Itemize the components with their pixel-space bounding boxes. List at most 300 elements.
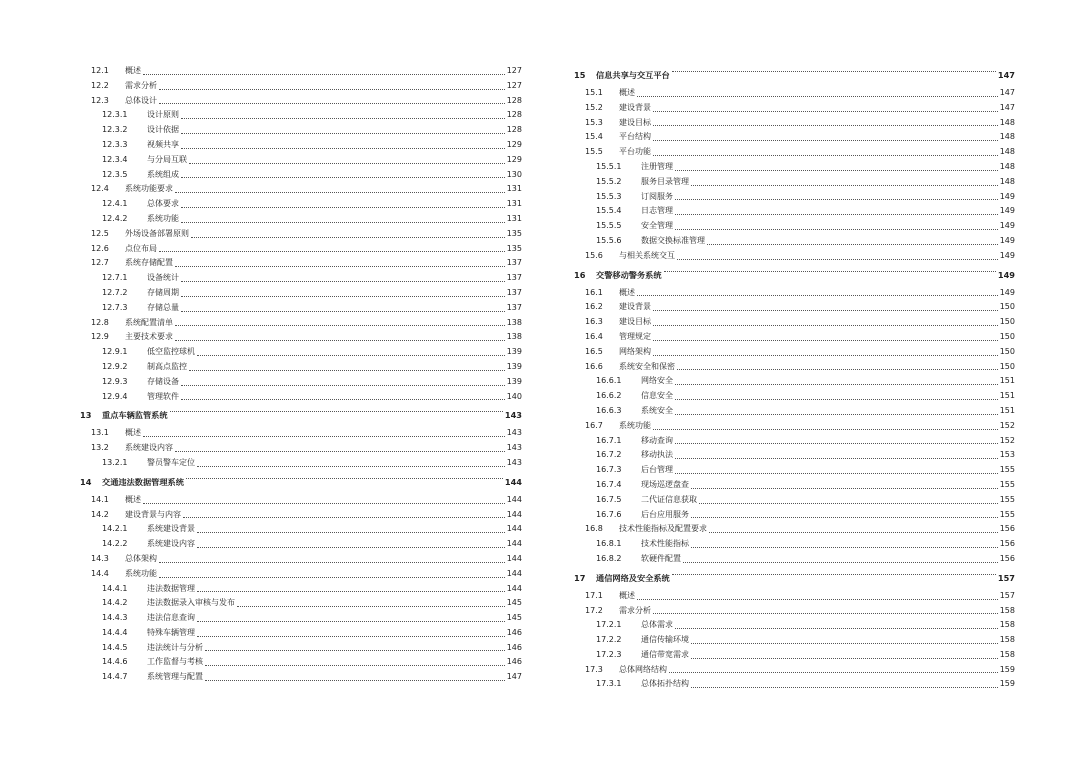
toc-entry-number: 12.7.1 [102, 273, 128, 283]
toc-entry [574, 374, 1015, 389]
toc-entry-number: 13 [80, 410, 92, 421]
toc-entry-number: 12.9.3 [102, 376, 128, 386]
toc-leader-dots [181, 176, 505, 178]
toc-leader-dots [170, 410, 503, 412]
toc-leader-dots [189, 369, 505, 371]
toc-entry [574, 249, 1015, 264]
toc-entry-number: 17.2.1 [596, 620, 622, 630]
toc-entry-title: 设备统计 [147, 273, 179, 283]
toc-entry-number: 16.6.2 [596, 391, 622, 401]
toc-entry [80, 345, 522, 360]
toc-entry-title: 系统配置清单 [125, 317, 173, 327]
toc-entry [80, 390, 522, 405]
toc-leader-dots [653, 110, 998, 112]
toc-entry-number: 15 [574, 70, 586, 80]
toc-entry-page: 156 [999, 553, 1015, 563]
toc-entry-page: 149 [999, 221, 1015, 231]
toc-entry [80, 301, 522, 316]
toc-entry-title: 概述 [125, 494, 141, 504]
toc-entry-page: 155 [999, 479, 1015, 489]
toc-entry-page: 156 [999, 524, 1015, 534]
toc-entry [574, 404, 1015, 419]
toc-entry-page: 139 [506, 376, 522, 386]
toc-leader-dots [159, 88, 505, 90]
toc-entry-title: 平台功能 [619, 147, 651, 157]
toc-entry-title: 后台应用服务 [641, 509, 689, 519]
toc-entry [574, 604, 1015, 619]
toc-entry-page: 147 [506, 672, 522, 682]
toc-entry-title: 系统功能 [147, 213, 179, 223]
toc-leader-dots [691, 516, 998, 518]
toc-entry-title: 外场设备部署原则 [125, 228, 189, 238]
toc-entry-title: 总体需求 [641, 620, 673, 630]
toc-entry-number: 16.7.4 [596, 479, 622, 489]
toc-entry-page: 150 [999, 361, 1015, 371]
toc-entry-title: 系统功能要求 [125, 184, 173, 194]
toc-entry-title: 点位布局 [125, 243, 157, 253]
toc-entry-page: 148 [999, 161, 1015, 171]
toc-entry [574, 116, 1015, 131]
toc-entry-title: 违法统计与分析 [147, 642, 203, 652]
toc-entry-number: 17 [574, 572, 586, 583]
toc-entry-title: 重点车辆监管系统 [102, 410, 168, 421]
toc-entry-page: 157 [997, 572, 1015, 583]
toc-leader-dots [669, 671, 998, 673]
toc-entry-number: 12.3.3 [102, 139, 128, 149]
toc-entry-title: 设计依据 [147, 125, 179, 135]
toc-entry [80, 153, 522, 168]
toc-entry-number: 15.5.5 [596, 221, 622, 231]
toc-entry [80, 242, 522, 257]
toc-entry [574, 86, 1015, 101]
toc-entry-title: 通信带宽需求 [641, 649, 689, 659]
toc-entry [80, 123, 522, 138]
toc-entry-title: 系统功能 [125, 568, 157, 578]
toc-entry [80, 670, 522, 685]
toc-entry [574, 101, 1015, 116]
toc-entry [574, 618, 1015, 633]
toc-leader-dots [653, 139, 998, 141]
toc-entry [574, 677, 1015, 692]
toc-entry-number: 12.4.1 [102, 199, 128, 209]
toc-entry-title: 订阅服务 [641, 191, 673, 201]
toc-entry [574, 64, 1015, 86]
toc-entry-number: 15.3 [585, 117, 603, 127]
toc-entry-number: 12.3.4 [102, 154, 128, 164]
toc-entry [574, 219, 1015, 234]
toc-entry [80, 375, 522, 390]
toc-entry-number: 12.2 [91, 80, 109, 90]
toc-entry-title: 概述 [619, 590, 635, 600]
toc-entry-title: 交通违法数据管理系统 [102, 476, 184, 487]
toc-entry-number: 14.3 [91, 553, 109, 563]
toc-leader-dots [189, 162, 505, 164]
toc-leader-dots [653, 154, 998, 156]
toc-leader-dots [197, 531, 505, 533]
toc-leader-dots [664, 270, 996, 272]
toc-entry-title: 系统管理与配置 [147, 672, 203, 682]
toc-leader-dots [653, 324, 998, 326]
toc-entry-page: 155 [999, 465, 1015, 475]
toc-entry [574, 360, 1015, 375]
toc-leader-dots [143, 502, 505, 504]
toc-entry-page: 143 [504, 410, 522, 421]
toc-entry-page: 158 [999, 620, 1015, 630]
toc-entry-page: 151 [999, 391, 1015, 401]
toc-entry-number: 16.6.3 [596, 405, 622, 415]
toc-entry-number: 16.7.5 [596, 494, 622, 504]
toc-leader-dots [653, 339, 998, 341]
toc-entry-number: 17.3 [585, 664, 603, 674]
toc-leader-dots [205, 664, 505, 666]
toc-entry-title: 通信传输环境 [641, 635, 689, 645]
toc-entry-page: 139 [506, 347, 522, 357]
toc-entry-page: 128 [506, 110, 522, 120]
toc-entry-number: 12.1 [91, 66, 109, 75]
toc-leader-dots [181, 117, 505, 119]
toc-entry-number: 16.8.2 [596, 553, 622, 563]
toc-entry-number: 16.7.6 [596, 509, 622, 519]
toc-entry-number: 14.4 [91, 568, 109, 578]
toc-leader-dots [675, 627, 998, 629]
toc-entry-number: 12.8 [91, 317, 109, 327]
toc-entry-page: 149 [999, 250, 1015, 260]
toc-entry-title: 总体拓扑结构 [641, 679, 689, 689]
toc-entry [80, 286, 522, 301]
toc-entry-title: 系统建设内容 [125, 443, 173, 453]
toc-entry-number: 15.5.4 [596, 206, 622, 216]
toc-entry-number: 14 [80, 476, 92, 487]
toc-leader-dots [159, 561, 505, 563]
toc-entry-title: 管理软件 [147, 391, 179, 401]
toc-leader-dots [691, 184, 998, 186]
toc-entry [80, 404, 522, 426]
toc-entry-title: 系统功能 [619, 420, 651, 430]
toc-entry [574, 522, 1015, 537]
toc-entry-number: 16 [574, 269, 586, 280]
toc-leader-dots [675, 228, 998, 230]
toc-entry-number: 15.5 [585, 147, 603, 157]
toc-entry-number: 14.2 [91, 509, 109, 519]
toc-entry-title: 数据交换标准管理 [641, 235, 705, 245]
toc-leader-dots [675, 413, 998, 415]
toc-entry-number: 14.2.1 [102, 524, 128, 534]
toc-leader-dots [197, 620, 505, 622]
toc-entry-title: 存储总量 [147, 302, 179, 312]
toc-entry-title: 违法数据管理 [147, 583, 195, 593]
toc-entry-title: 总体网络结构 [619, 664, 667, 674]
toc-entry-title: 概述 [619, 88, 635, 97]
toc-entry-page: 128 [506, 95, 522, 105]
toc-entry-page: 155 [999, 509, 1015, 519]
toc-entry [80, 256, 522, 271]
toc-entry-title: 软硬件配置 [641, 553, 681, 563]
toc-entry-page: 144 [506, 494, 522, 504]
toc-entry-title: 违法信息查询 [147, 613, 195, 623]
toc-leader-dots [691, 642, 998, 644]
toc-entry-page: 144 [506, 539, 522, 549]
toc-entry-page: 144 [506, 568, 522, 578]
toc-entry-title: 管理规定 [619, 331, 651, 341]
toc-leader-dots [197, 465, 505, 467]
toc-leader-dots [653, 354, 998, 356]
toc-entry-title: 存储周期 [147, 287, 179, 297]
toc-entry-page: 135 [506, 228, 522, 238]
toc-entry-number: 16.7.3 [596, 465, 622, 475]
toc-entry-page: 158 [999, 605, 1015, 615]
toc-entry-number: 12.3.5 [102, 169, 128, 179]
toc-entry-page: 145 [506, 598, 522, 608]
toc-leader-dots [159, 250, 505, 252]
toc-entry-number: 17.2.2 [596, 635, 622, 645]
toc-entry-number: 14.1 [91, 494, 109, 504]
toc-entry-number: 12.3.2 [102, 125, 128, 135]
toc-entry-number: 14.4.2 [102, 598, 128, 608]
toc-entry [80, 108, 522, 123]
toc-leader-dots [191, 236, 505, 238]
toc-entry [80, 64, 522, 79]
toc-entry-number: 12.3.1 [102, 110, 128, 120]
toc-leader-dots [237, 605, 505, 607]
toc-entry-page: 146 [506, 642, 522, 652]
toc-entry-title: 移动执法 [641, 450, 673, 460]
toc-entry [80, 168, 522, 183]
toc-entry-page: 137 [506, 258, 522, 268]
toc-entry-number: 16.3 [585, 317, 603, 327]
toc-leader-dots [653, 124, 998, 126]
toc-entry-title: 概述 [125, 66, 141, 75]
toc-entry-page: 130 [506, 169, 522, 179]
toc-entry [574, 493, 1015, 508]
toc-entry-page: 148 [999, 147, 1015, 157]
toc-leader-dots [675, 169, 998, 171]
toc-entry-number: 13.2 [91, 443, 109, 453]
toc-entry-page: 129 [506, 154, 522, 164]
toc-entry-number: 12.7.3 [102, 302, 128, 312]
toc-leader-dots [675, 442, 998, 444]
toc-leader-dots [183, 516, 505, 518]
toc-entry-number: 16.7 [585, 420, 603, 430]
toc-entry [574, 264, 1015, 286]
toc-entry-title: 总体设计 [125, 95, 157, 105]
toc-entry-title: 日志管理 [641, 206, 673, 216]
toc-entry [80, 493, 522, 508]
toc-entry-page: 128 [506, 125, 522, 135]
toc-leader-dots [675, 398, 998, 400]
toc-leader-dots [186, 477, 503, 479]
toc-entry-title: 通信网络及安全系统 [596, 572, 670, 583]
toc-entry-title: 信息共享与交互平台 [596, 70, 670, 80]
toc-entry-title: 设计原则 [147, 110, 179, 120]
toc-entry [574, 434, 1015, 449]
toc-entry [574, 345, 1015, 360]
toc-leader-dots [691, 686, 998, 688]
toc-entry-title: 网络安全 [641, 376, 673, 386]
toc-entry-title: 总体架构 [125, 553, 157, 563]
toc-leader-dots [653, 428, 998, 430]
toc-entry [80, 611, 522, 626]
toc-entry [574, 508, 1015, 523]
toc-entry-number: 16.6 [585, 361, 603, 371]
toc-entry [574, 478, 1015, 493]
toc-entry-title: 视频共享 [147, 139, 179, 149]
toc-entry-title: 交警移动警务系统 [596, 269, 662, 280]
toc-leader-dots [637, 598, 998, 600]
toc-entry [80, 94, 522, 109]
toc-entry-title: 需求分析 [619, 605, 651, 615]
toc-entry-number: 14.4.3 [102, 613, 128, 623]
toc-entry-number: 15.5.2 [596, 176, 622, 186]
toc-entry-page: 147 [997, 70, 1015, 80]
toc-entry-number: 16.6.1 [596, 376, 622, 386]
toc-leader-dots [699, 502, 998, 504]
toc-entry-page: 151 [999, 376, 1015, 386]
toc-leader-dots [691, 546, 998, 548]
toc-entry-page: 159 [999, 679, 1015, 689]
toc-entry-title: 系统建设背景 [147, 524, 195, 534]
toc-entry-number: 12.4 [91, 184, 109, 194]
toc-entry [80, 182, 522, 197]
toc-entry [574, 589, 1015, 604]
toc-entry [80, 212, 522, 227]
toc-entry-page: 145 [506, 613, 522, 623]
toc-entry-number: 15.5.3 [596, 191, 622, 201]
toc-leader-dots [637, 95, 998, 97]
toc-entry-page: 131 [506, 199, 522, 209]
toc-entry-page: 131 [506, 213, 522, 223]
toc-entry [80, 508, 522, 523]
toc-entry [574, 567, 1015, 589]
toc-entry-page: 135 [506, 243, 522, 253]
toc-leader-dots [181, 295, 505, 297]
toc-entry-title: 建设背景与内容 [125, 509, 181, 519]
toc-entry-title: 建设目标 [619, 117, 651, 127]
toc-entry-number: 12.9 [91, 332, 109, 342]
toc-entry [80, 552, 522, 567]
toc-leader-dots [691, 487, 998, 489]
toc-leader-dots [672, 70, 996, 72]
toc-entry-page: 150 [999, 331, 1015, 341]
toc-entry-number: 16.7.2 [596, 450, 622, 460]
toc-entry-number: 17.2.3 [596, 649, 622, 659]
toc-entry [80, 567, 522, 582]
toc-entry [80, 626, 522, 641]
toc-entry [80, 582, 522, 597]
toc-entry-number: 17.3.1 [596, 679, 622, 689]
toc-entry-title: 特殊车辆管理 [147, 627, 195, 637]
toc-leader-dots [181, 147, 505, 149]
toc-entry-page: 137 [506, 302, 522, 312]
toc-entry [80, 441, 522, 456]
toc-entry-page: 146 [506, 657, 522, 667]
toc-entry-number: 12.4.2 [102, 213, 128, 223]
toc-leader-dots [653, 612, 998, 614]
toc-entry-title: 概述 [125, 428, 141, 438]
toc-entry [574, 190, 1015, 205]
toc-entry [574, 145, 1015, 160]
toc-entry-number: 17.2 [585, 605, 603, 615]
toc-entry-page: 144 [506, 509, 522, 519]
toc-entry-page: 127 [506, 66, 522, 75]
toc-entry-page: 150 [999, 302, 1015, 312]
toc-entry-number: 14.4.1 [102, 583, 128, 593]
toc-entry-title: 系统建设内容 [147, 539, 195, 549]
toc-entry-page: 143 [506, 428, 522, 438]
toc-entry-title: 与分局互联 [147, 154, 187, 164]
toc-entry-title: 服务目录管理 [641, 176, 689, 186]
toc-entry [574, 204, 1015, 219]
toc-entry [574, 463, 1015, 478]
toc-entry [80, 271, 522, 286]
toc-entry-title: 系统存储配置 [125, 258, 173, 268]
toc-entry-title: 信息安全 [641, 391, 673, 401]
toc-entry-title: 警员警车定位 [147, 457, 195, 467]
toc-entry [574, 633, 1015, 648]
toc-entry [80, 456, 522, 471]
toc-entry-number: 14.4.4 [102, 627, 128, 637]
toc-entry-title: 建设背景 [619, 102, 651, 112]
toc-leader-dots [675, 457, 998, 459]
toc-leader-dots [181, 384, 505, 386]
toc-entry-page: 149 [999, 235, 1015, 245]
toc-entry [80, 426, 522, 441]
toc-entry-page: 148 [999, 176, 1015, 186]
toc-leader-dots [143, 435, 505, 437]
toc-entry-page: 129 [506, 139, 522, 149]
toc-entry-title: 需求分析 [125, 80, 157, 90]
toc-entry-page: 153 [999, 450, 1015, 460]
toc-entry [80, 655, 522, 670]
toc-entry-page: 152 [999, 420, 1015, 430]
toc-entry [80, 471, 522, 493]
toc-entry-page: 155 [999, 494, 1015, 504]
toc-entry-title: 与相关系统交互 [619, 250, 675, 260]
toc-leader-dots [159, 576, 505, 578]
toc-entry-page: 143 [506, 457, 522, 467]
toc-entry-page: 144 [506, 524, 522, 534]
toc-entry-page: 152 [999, 435, 1015, 445]
toc-entry-page: 149 [997, 269, 1015, 280]
toc-entry-number: 14.4.6 [102, 657, 128, 667]
toc-entry [80, 360, 522, 375]
toc-leader-dots [175, 450, 505, 452]
toc-entry-page: 144 [504, 476, 522, 487]
toc-leader-dots [143, 73, 505, 75]
toc-entry-title: 移动查询 [641, 435, 673, 445]
toc-entry-title: 建设背景 [619, 302, 651, 312]
toc-entry-page: 139 [506, 361, 522, 371]
toc-entry-page: 149 [999, 287, 1015, 297]
toc-leader-dots [181, 221, 505, 223]
toc-right-column [574, 64, 1015, 692]
toc-entry-number: 16.7.1 [596, 435, 622, 445]
toc-entry-page: 138 [506, 317, 522, 327]
toc-leader-dots [175, 191, 505, 193]
toc-entry-number: 17.1 [585, 590, 603, 600]
toc-entry-page: 137 [506, 287, 522, 297]
toc-leader-dots [675, 472, 998, 474]
toc-entry [574, 330, 1015, 345]
toc-entry-page: 146 [506, 627, 522, 637]
toc-leader-dots [707, 243, 998, 245]
toc-entry-page: 137 [506, 273, 522, 283]
toc-leader-dots [197, 590, 505, 592]
toc-entry [80, 79, 522, 94]
toc-entry-page: 138 [506, 332, 522, 342]
toc-entry [80, 138, 522, 153]
toc-entry-title: 系统安全和保密 [619, 361, 675, 371]
toc-entry-page: 144 [506, 553, 522, 563]
